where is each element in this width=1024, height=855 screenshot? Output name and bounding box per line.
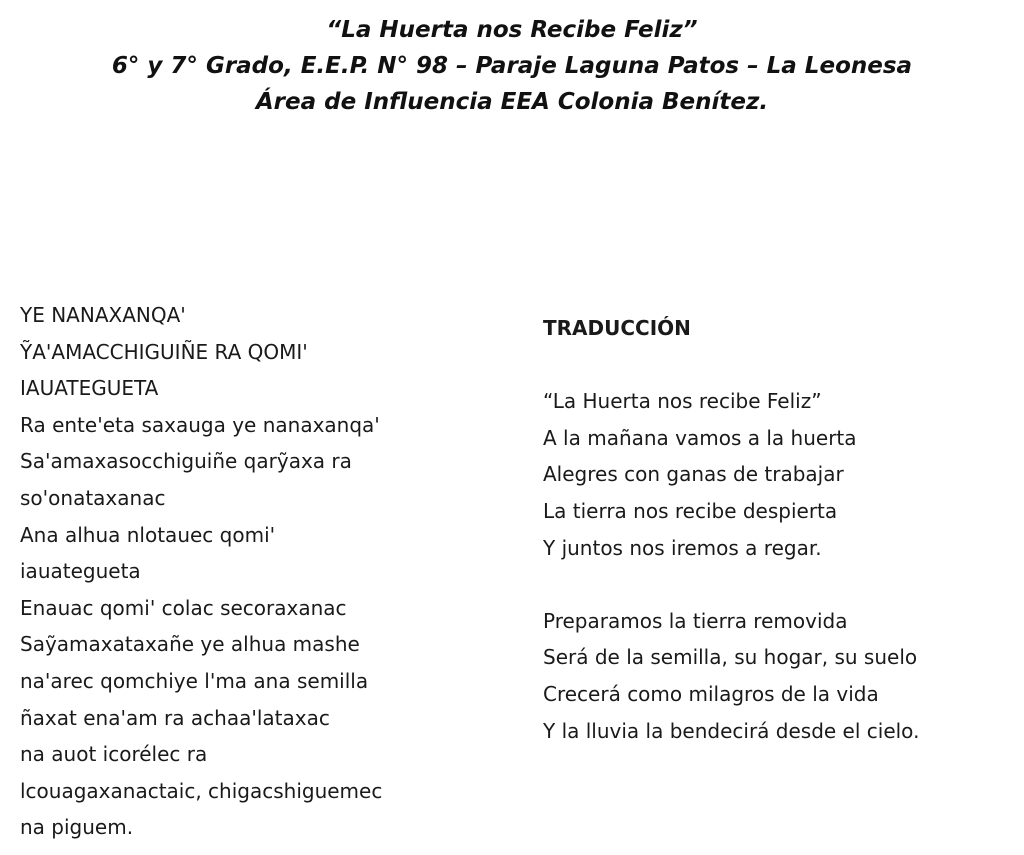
qom-line: lcouagaxanactaic, chigacshiguemec (20, 778, 383, 803)
qom-line: Sa'amaxasocchiguiñe qarỹaxa ra (20, 449, 352, 474)
stanza1-line: Y juntos nos iremos a regar. (543, 535, 822, 560)
qom-poem-column (20, 297, 382, 846)
translation-heading: TRADUCCIÓN (543, 316, 691, 340)
area-info: Área de Influencia EEA Colonia Benítez. (255, 89, 769, 115)
qom-line: so'onataxanac (20, 485, 166, 510)
stanza2-line: Preparamos la tierra removida (543, 608, 848, 633)
document-title: “La Huerta nos Recibe Feliz” (326, 17, 698, 43)
qom-line: Ana alhua nlotauec qomi' (20, 522, 276, 547)
qom-line: ñaxat ena'am ra achaa'lataxac (20, 705, 330, 730)
spacer (543, 347, 919, 384)
translation-column (543, 310, 919, 749)
qom-line: ỸA'AMACCHIGUIÑE RA QOMI' (20, 339, 308, 364)
stanza2-line: Y la lluvia la bendecirá desde el cielo. (543, 718, 920, 743)
spacer (543, 566, 919, 603)
translation-title: “La Huerta nos recibe Feliz” (543, 389, 822, 414)
stanza1-line: A la mañana vamos a la huerta (543, 425, 857, 450)
stanza2-line: Será de la semilla, su hogar, su suelo (543, 645, 918, 670)
qom-line: YE NANAXANQA' (20, 303, 186, 327)
qom-line: na piguem. (20, 815, 134, 840)
qom-line: iauategueta (20, 559, 141, 584)
stanza2-line: Crecerá como milagros de la vida (543, 681, 879, 706)
qom-line: Saỹamaxataxañe ye alhua mashe (20, 632, 360, 657)
stanza1-line: La tierra nos recibe despierta (543, 498, 838, 523)
qom-line: na'arec qomchiye l'ma ana semilla (20, 668, 369, 693)
qom-line: na auot icorélec ra (20, 742, 208, 767)
qom-line: Ra ente'eta saxauga ye nanaxanqa' (20, 412, 380, 437)
document-header (0, 12, 1024, 120)
qom-line: Enauac qomi' colac secoraxanac (20, 595, 347, 620)
qom-line: IAUATEGUETA (20, 376, 159, 401)
stanza1-line: Alegres con ganas de trabajar (543, 462, 844, 487)
school-info: 6° y 7° Grado, E.E.P. N° 98 – Paraje Laguna Patos – La Leonesa (111, 53, 913, 79)
